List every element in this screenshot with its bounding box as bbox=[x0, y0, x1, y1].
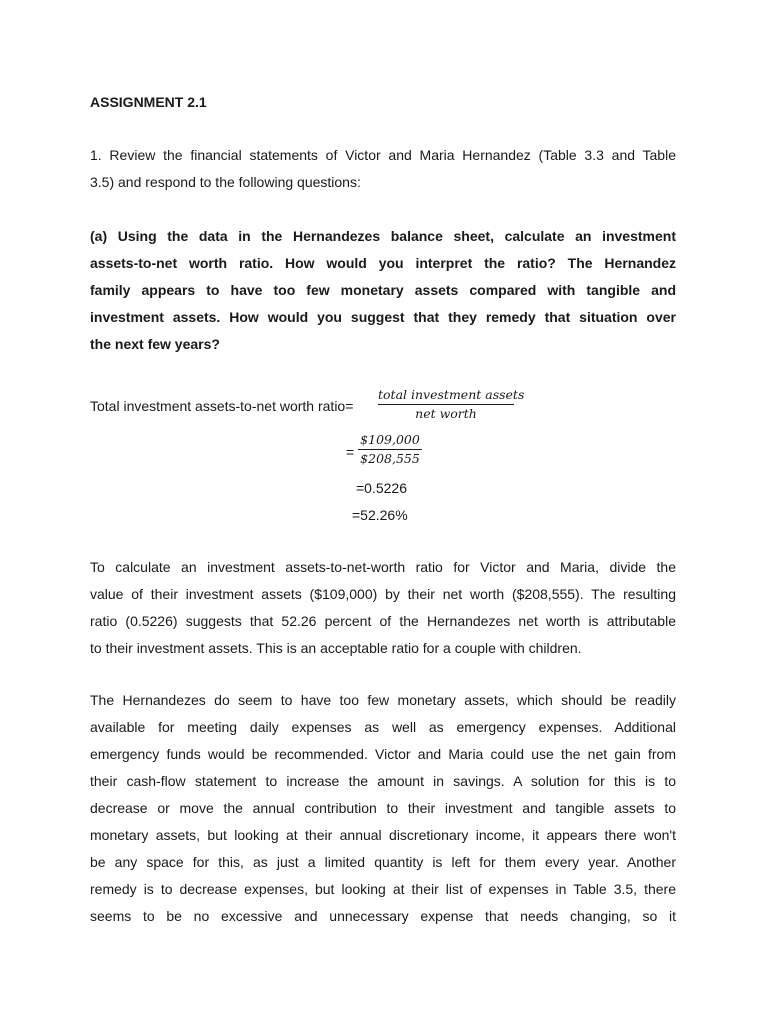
value-numerator: $109,000 bbox=[360, 432, 420, 447]
paragraph-line: remedy is to decrease expenses, but looking at their list of expenses in Table 3.5, there bbox=[90, 881, 676, 897]
paragraph-line: ratio (0.5226) suggests that 52.26 percent of the Hernandezes net worth is attributable bbox=[90, 613, 676, 629]
formula-fraction bbox=[378, 387, 525, 422]
subquestion-line: (a) Using the data in the Hernandezes balance sheet, calculate an investment bbox=[90, 228, 676, 244]
paragraph-line: available for meeting daily expenses as well as emergency expenses. Additional bbox=[90, 719, 676, 735]
subquestion-line: family appears to have too few monetary assets compared with tangible and bbox=[90, 282, 676, 298]
paragraph-line: monetary assets, but looking at their annual discretionary income, it appears there won't bbox=[90, 827, 676, 843]
subquestion-line: the next few years? bbox=[90, 336, 220, 352]
fraction-bar bbox=[358, 449, 422, 450]
paragraph-line: To calculate an investment assets-to-net-worth ratio for Victor and Maria, divide the bbox=[90, 559, 676, 575]
result-decimal: =0.5226 bbox=[356, 480, 407, 496]
subquestion-line: investment assets. How would you suggest that they remedy that situation over bbox=[90, 309, 676, 325]
equals-sign: = bbox=[346, 444, 355, 460]
paragraph-line: seems to be no excessive and unnecessary expense that needs changing, so it bbox=[90, 908, 676, 924]
ratio-label: Total investment assets-to-net worth ratio= bbox=[90, 398, 354, 414]
question-line: 3.5) and respond to the following questions: bbox=[90, 174, 361, 190]
subquestion-line: assets-to-net worth ratio. How would you interpret the ratio? The Hernandez bbox=[90, 255, 676, 271]
question-line: 1. Review the financial statements of Victor and Maria Hernandez (Table 3.3 and Table bbox=[90, 147, 676, 163]
paragraph-line: decrease or move the annual contribution to their investment and tangible assets to bbox=[90, 800, 676, 816]
value-fraction bbox=[358, 432, 422, 467]
fraction-bar bbox=[378, 404, 514, 405]
paragraph-line: The Hernandezes do seem to have too few monetary assets, which should be readily bbox=[90, 692, 676, 708]
formula-denominator: net worth bbox=[415, 406, 477, 421]
paragraph-line: emergency funds would be recommended. Victor and Maria could use the net gain from bbox=[90, 746, 676, 762]
value-denominator: $208,555 bbox=[360, 451, 420, 466]
paragraph-line: to their investment assets. This is an acceptable ratio for a couple with children. bbox=[90, 640, 582, 656]
paragraph-line: value of their investment assets ($109,000) by their net worth ($208,555). The resulting bbox=[90, 586, 676, 602]
paragraph-line: be any space for this, as just a limited quantity is left for them every year. Another bbox=[90, 854, 676, 870]
formula-numerator: total investment assets bbox=[378, 387, 525, 402]
paragraph-line: their cash-flow statement to increase the amount in savings. A solution for this is to bbox=[90, 773, 676, 789]
result-percent: =52.26% bbox=[352, 507, 408, 523]
assignment-heading: ASSIGNMENT 2.1 bbox=[90, 94, 207, 110]
